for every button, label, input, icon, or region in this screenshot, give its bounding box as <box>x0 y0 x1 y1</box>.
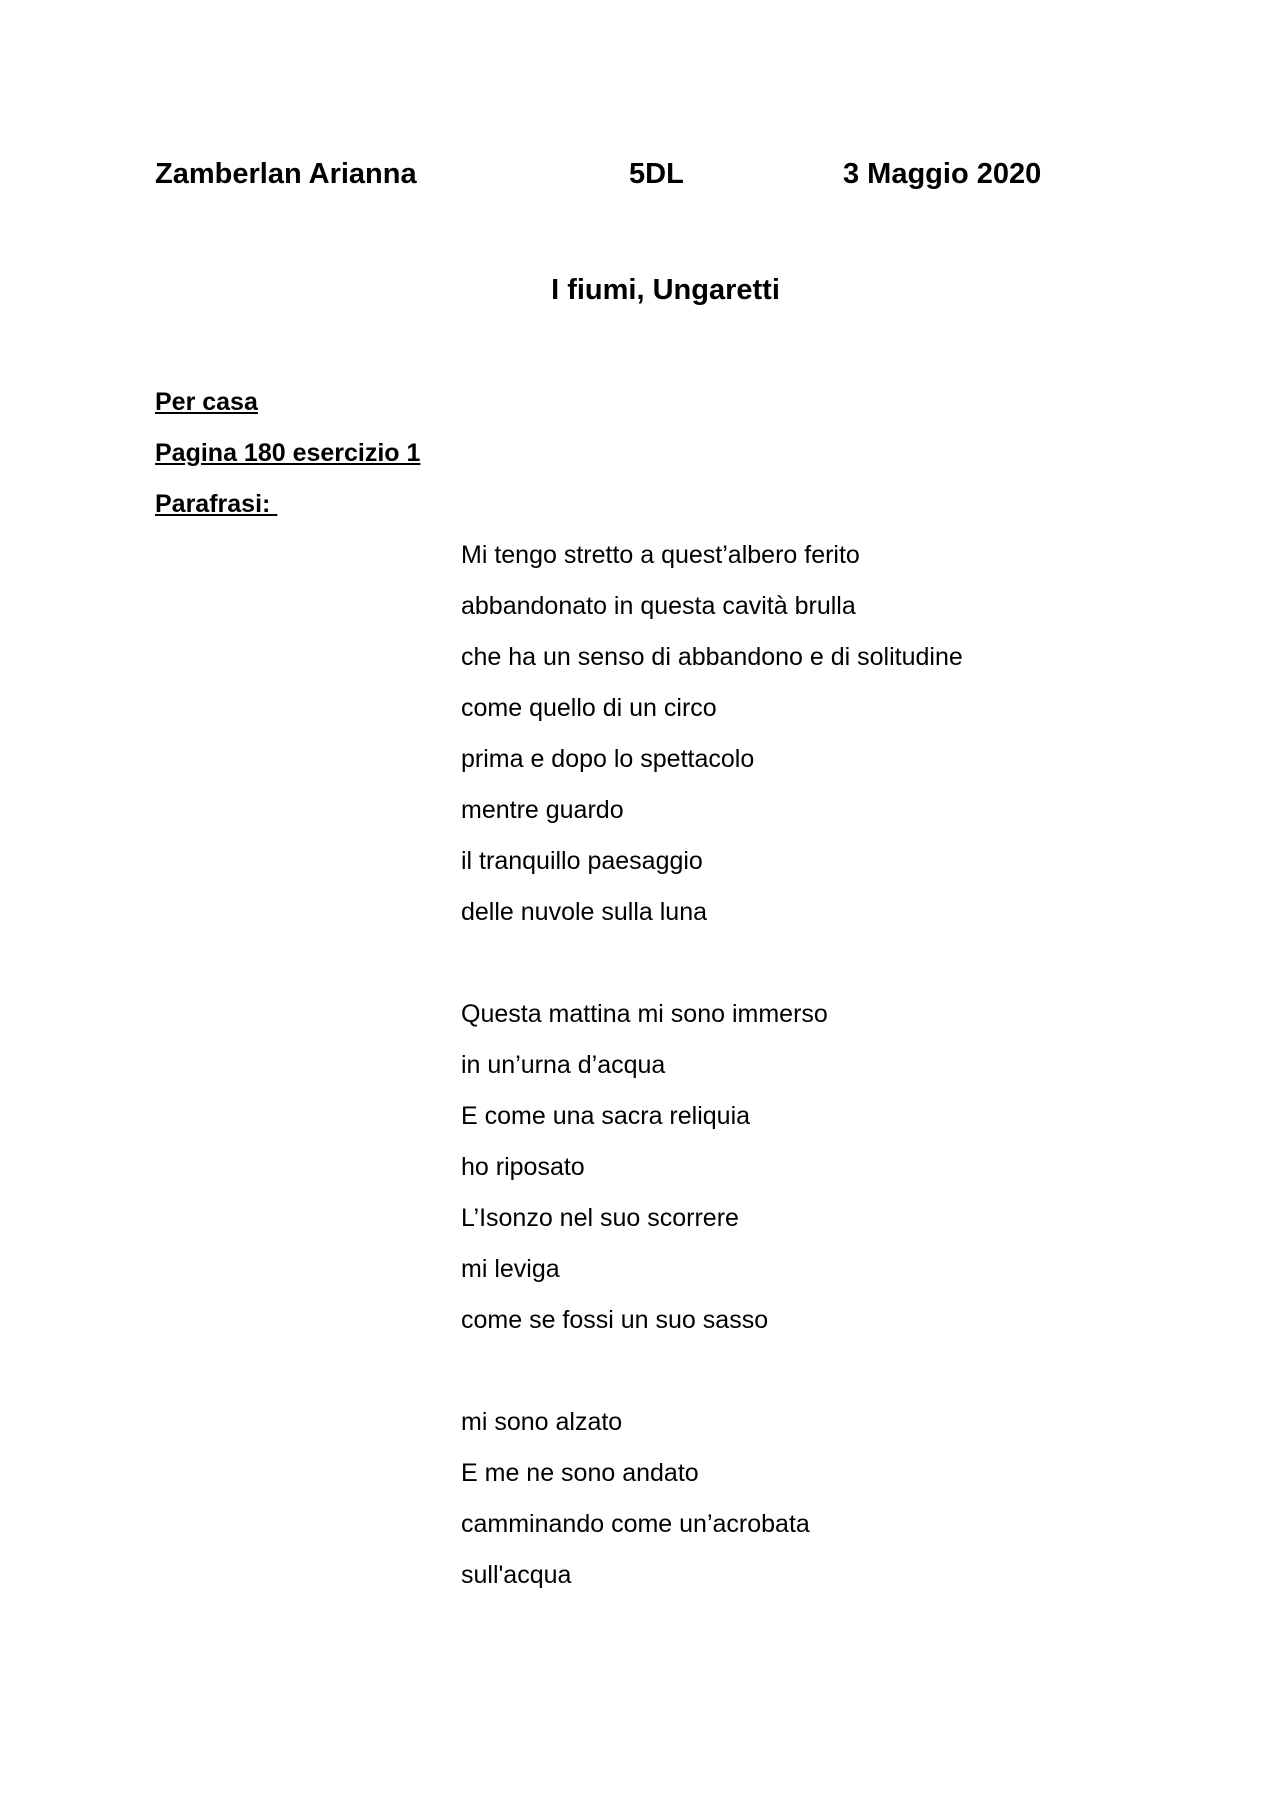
exercise-label: Pagina 180 esercizio 1 <box>155 439 421 467</box>
homework-label: Per casa <box>155 388 258 416</box>
document-title: I fiumi, Ungaretti <box>551 274 780 306</box>
paraphrase-line: il tranquillo paesaggio <box>461 847 703 875</box>
paraphrase-line: camminando come un’acrobata <box>461 1510 810 1538</box>
stanza-2 <box>461 999 963 1356</box>
paraphrase-line: mentre guardo <box>461 796 624 824</box>
document-date: 3 Maggio 2020 <box>843 158 1042 190</box>
paraphrase-line: come se fossi un suo sasso <box>461 1306 769 1334</box>
paraphrase-line: Questa mattina mi sono immerso <box>461 1000 828 1028</box>
paraphrase-line: sull'acqua <box>461 1561 572 1589</box>
stanza-3 <box>461 1407 963 1611</box>
paraphrase-label: Parafrasi: <box>155 490 278 518</box>
paraphrase-line: E me ne sono andato <box>461 1459 699 1487</box>
student-name: Zamberlan Arianna <box>155 158 417 190</box>
paraphrase-line: in un’urna d’acqua <box>461 1051 666 1079</box>
paraphrase-line: delle nuvole sulla luna <box>461 898 708 926</box>
paraphrase-line: E come una sacra reliquia <box>461 1102 751 1130</box>
class-code: 5DL <box>629 158 684 190</box>
paraphrase-line: abbandonato in questa cavità brulla <box>461 592 856 620</box>
paraphrase-line: come quello di un circo <box>461 694 717 722</box>
paraphrase-line: L’Isonzo nel suo scorrere <box>461 1204 739 1232</box>
paraphrase-line: Mi tengo stretto a quest’albero ferito <box>461 541 860 569</box>
paraphrase-line: ho riposato <box>461 1153 585 1181</box>
paraphrase-line: mi sono alzato <box>461 1408 623 1436</box>
stanza-1 <box>461 540 963 948</box>
paraphrase-line: mi leviga <box>461 1255 560 1283</box>
paraphrase-text <box>461 540 963 1611</box>
paraphrase-line: che ha un senso di abbandono e di solitudine <box>461 643 963 671</box>
paraphrase-line: prima e dopo lo spettacolo <box>461 745 755 773</box>
